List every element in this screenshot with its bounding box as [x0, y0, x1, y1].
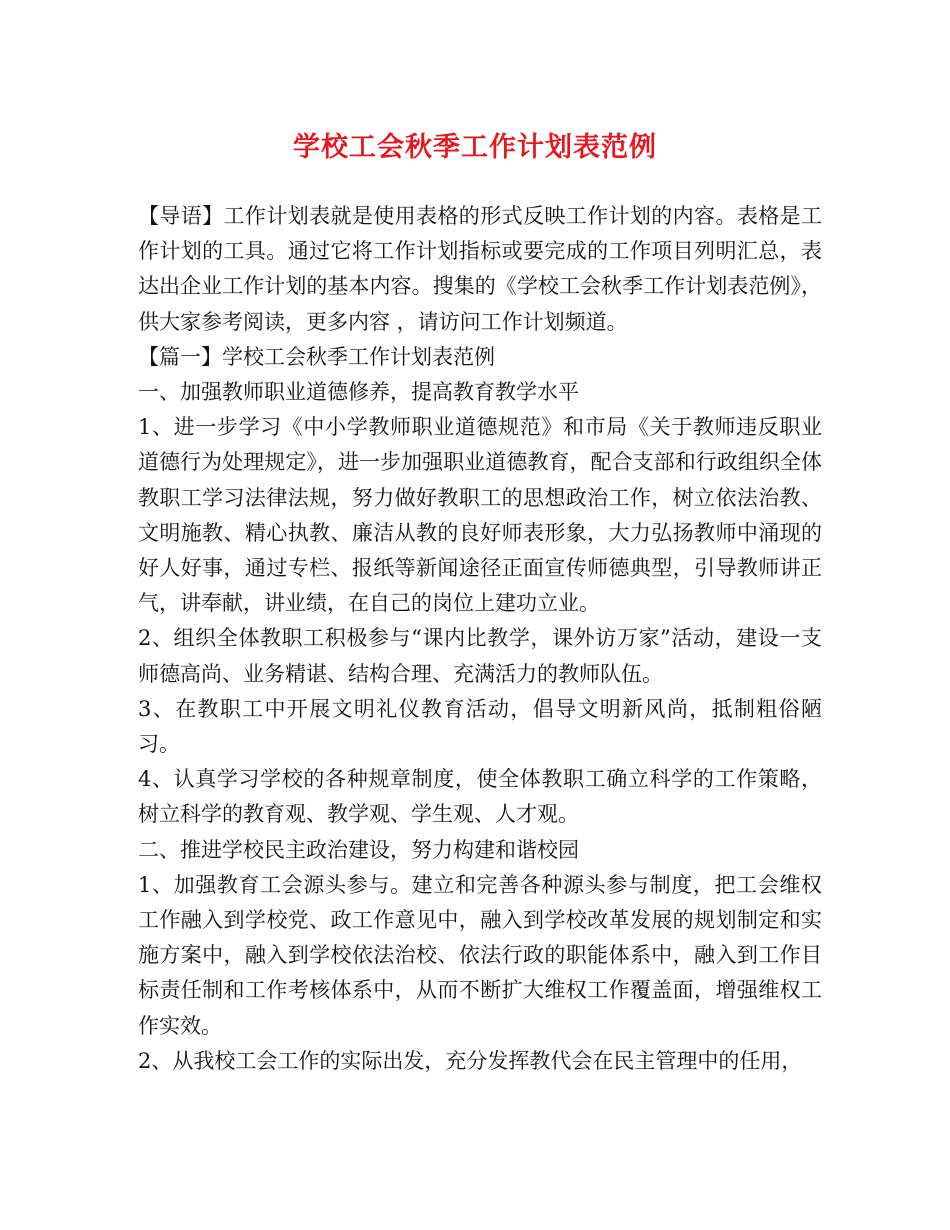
paragraph-item-2-2: 2、从我校工会工作的实际出发，充分发挥教代会在民主管理中的任用，: [138, 1048, 803, 1073]
section-heading-1: 一、加强教师职业道德修养，提高教育教学水平: [138, 380, 579, 405]
document-title: 学校工会秋季工作计划表范例: [293, 132, 657, 163]
section-heading-2: 二、推进学校民主政治建设，努力构建和谐校园: [138, 837, 579, 862]
paragraph-item-1-3: 3、在教职工中开展文明礼仪教育活动，倡导文明新风尚，抵制粗俗陋习。: [138, 696, 822, 757]
document-body: [138, 199, 822, 1079]
paragraph-item-2-1: 1、加强教育工会源头参与。建立和完善各种源头参与制度，把工会维权工作融入到学校党、政工作意见中，融入到学校改革发展的规划制定和实施方案中，融入到学校依法治校、依法行政的职能体系中，融入到工作目标责任制和工作考核体系中，从而不断扩大维权工作覆盖面，增强维权工作实效。: [138, 872, 822, 1038]
paragraph-item-1-2: 2、组织全体教职工积极参与“课内比教学，课外访万家”活动，建设一支师德高尚、业务精谌、结构合理、充满活力的教师队伍。: [138, 626, 822, 686]
paragraph-item-1-1: 1、进一步学习《中小学教师职业道德规范》和市局《关于教师违反职业道德行为处理规定》，进一步加强职业道德教育，配合支部和行政组织全体教职工学习法律法规，努力做好教职工的思想政治工作，树立依法治教、文明施教、精心执教、廉洁从教的良好师表形象，大力弘扬教师中涌现的好人好事，通过专栏、报纸等新闻途径正面宣传师德典型，引导教师讲正气，讲奉献，讲业绩，在自己的岗位上建功立业。: [138, 415, 822, 616]
paragraph-item-1-4: 4、认真学习学校的各种规章制度，使全体教职工确立科学的工作策略，树立科学的教育观、教学观、学生观、人才观。: [138, 767, 822, 827]
paragraph-intro: 【导语】工作计划表就是使用表格的形式反映工作计划的内容。表格是工作计划的工具。通过它将工作计划指标或要完成的工作项目列明汇总，表达出企业工作计划的基本内容。搜集的《学校工会秋季工作计划表范例》，供大家参考阅读，更多内容 ，请访问工作计划频道。: [138, 204, 822, 334]
paragraph-part-heading: 【篇一】学校工会秋季工作计划表范例: [138, 344, 495, 369]
